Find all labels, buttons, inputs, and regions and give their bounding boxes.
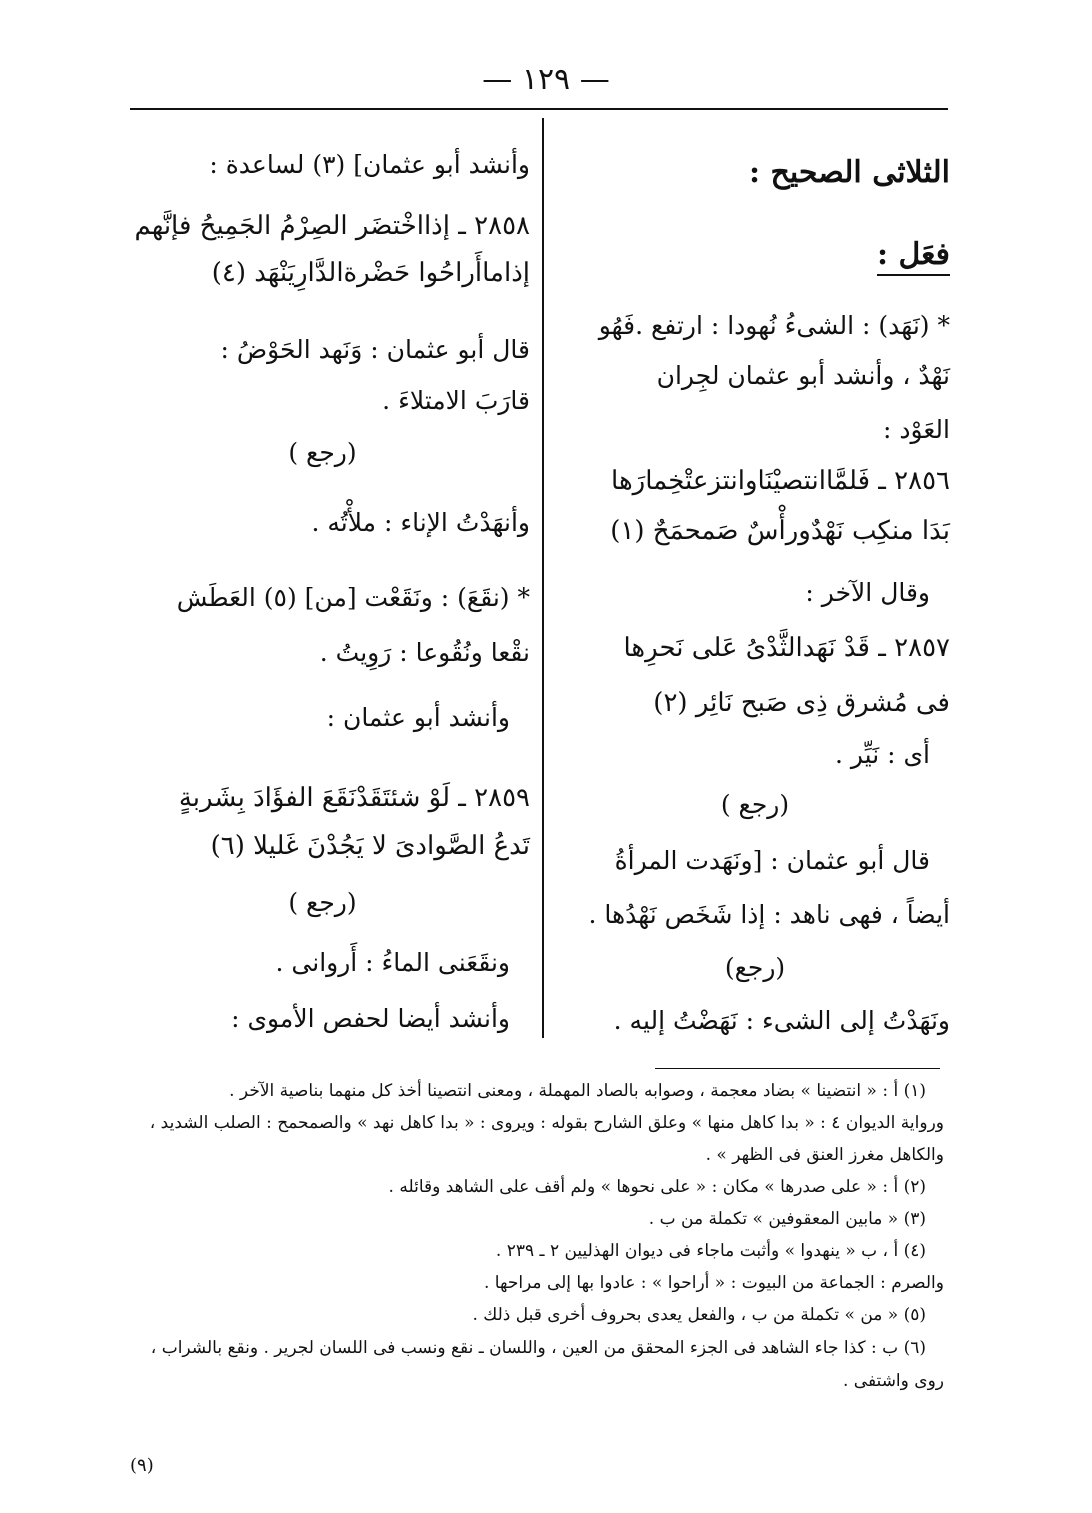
- text-line: * (نقَعَ) : ونَقَعْت [من] (٥) العَطَش: [176, 583, 530, 612]
- page-number: — ١٢٩ —: [482, 62, 610, 97]
- verse-line: ٢٨٥٨ ـ إذااخْتضَر الصِرْمُ الجَمِيحُ فإنَّهم: [134, 211, 530, 241]
- section-heading: الثلاثى الصحيح :: [748, 155, 950, 190]
- footnote-line: ورواية الديوان ٤ : « بدا كاهل منها » وعلق الشارح بقوله : ويروى : « بدا كاهل نهد » والصمحمح : الصلب الشديد ،: [149, 1113, 944, 1133]
- verse-line: تَدعُ الصَّوادىَ لا يَجُدْنَ غَليلا (٦): [210, 831, 530, 861]
- text-line: وأنشد أيضا لحفص الأموى :: [231, 1004, 510, 1033]
- footnote-rule: [655, 1068, 940, 1069]
- text-line: نَهْدٌ ، وأنشد أبو عثمان لجِران: [656, 361, 950, 390]
- text-line: قال أبو عثمان : [ونَهَدت المرأةُ: [614, 846, 930, 875]
- text-line: وأنشد أبو عثمان] (٣) لساعدة :: [209, 150, 530, 179]
- footnote-line: (٤) أ ، ب « ينهدوا » وأثبت ماجاء فى ديوان الهذليين ٢ ـ ٢٣٩ .: [495, 1241, 926, 1261]
- footnote-line: (١) أ : « انتضينا » بضاد معجمة ، وصوابه بالصاد المهملة ، ومعنى انتصينا أخذ كل منهما بناصية الآخر .: [229, 1081, 926, 1101]
- text-line: ونَهَدْتُ إلى الشىء : نَهَضْتُ إليه .: [613, 1006, 950, 1035]
- footnote-line: (٦) ب : كذا جاء الشاهد فى الجزء المحقق من العين ، واللسان ـ نقع ونسب فى اللسان لجرير . ونقع بالشراب ،: [150, 1338, 926, 1358]
- footnote-line: (٥) « من » تكملة من ب ، والفعل يعدى بحروف أخرى قبل ذلك .: [472, 1305, 926, 1325]
- text-line: العَوْد :: [882, 415, 950, 444]
- footnote-line: والصرم : الجماعة من البيوت : « أراحوا » : عادوا بها إلى مراحها .: [484, 1273, 944, 1293]
- signature-mark: (٩): [130, 1455, 154, 1476]
- verse-line: ٢٨٥٦ ـ فَلمَّاانتصيْنَاوانتزعتْخِمارَها: [611, 466, 950, 496]
- text-line: وقال الآخر :: [805, 578, 930, 607]
- verse-line: فى مُشرق ذِى صَبح نَائِر (٢): [653, 688, 950, 718]
- footnote-line: روى واشتفى .: [842, 1371, 944, 1391]
- text-line: وأنشد أبو عثمان :: [326, 703, 510, 732]
- return-marker: (رجع ): [720, 790, 790, 819]
- verse-line: بَدَا منكِب نَهْدٌورأْسٌ صَمحمَحٌ (١): [610, 516, 950, 546]
- text-line: * (نَهَد) : الشىءُ نُهودا : ارتفع .فَهُو: [598, 311, 950, 340]
- verse-line: إذاماأَراحُوا حَضْرةالدَّارِيَنْهَد (٤): [211, 258, 530, 288]
- footnote-line: (٢) أ : « على صدرها » مكان : « على نحوها » ولم أقف على الشاهد وقائله .: [388, 1177, 926, 1197]
- return-marker: (رجع ): [288, 438, 357, 467]
- verse-line: ٢٨٥٧ ـ قَدْ نَهَدالثَّدْىُ عَلى نَحرِها: [623, 633, 950, 663]
- footnote-line: والكاهل مغرز العنق فى الظهر » .: [705, 1145, 944, 1165]
- text-line: قال أبو عثمان : وَنَهد الحَوْضُ :: [220, 335, 530, 364]
- verse-line: ٢٨٥٩ ـ لَوْ شئتَقَدْنَقَعَ الفؤَادَ بِشَربةٍ: [178, 783, 530, 813]
- text-line: أى : نَيِّر .: [834, 740, 930, 769]
- return-marker: (رجع): [724, 953, 786, 982]
- text-line: ونقَعَنى الماءُ : أَروانى .: [275, 948, 510, 977]
- text-line: قارَبَ الامتلاءَ .: [382, 386, 530, 415]
- return-marker: (رجع ): [288, 888, 357, 917]
- text-line: وأنهَدْتُ الإناء : ملأْتُه .: [311, 508, 530, 537]
- footnote-line: (٣) « مابين المعقوفين » تكملة من ب .: [648, 1209, 926, 1229]
- subheading-fa-al: فعَل :: [560, 237, 950, 273]
- text-line: أيضاً ، فهى ناهد : إذا شَخَص نَهْدُها .: [588, 900, 950, 929]
- text-line: نقْعا ونُقُوعا : رَوِيتُ .: [319, 638, 530, 667]
- header-rule: [130, 108, 948, 110]
